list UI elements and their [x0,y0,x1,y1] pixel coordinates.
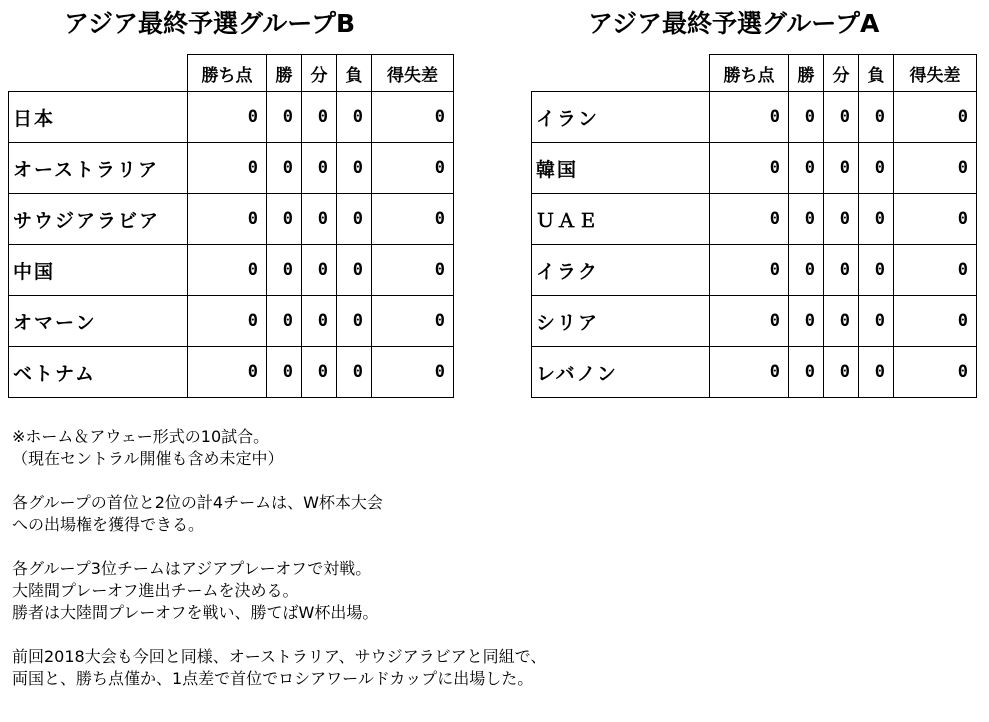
stat-cell-l: 0 [337,296,372,347]
stat-cell-d: 0 [302,194,337,245]
stat-cell-pts: 0 [188,92,267,143]
column-header: 勝ち点 [188,55,267,92]
stat-cell-d: 0 [302,92,337,143]
stat-cell-pts: 0 [710,143,789,194]
stat-cell-gd: 0 [894,347,977,398]
stat-cell-d: 0 [824,245,859,296]
stat-cell-gd: 0 [372,143,454,194]
column-header: 勝 [789,55,824,92]
stat-cell-pts: 0 [710,245,789,296]
table-row [532,347,977,398]
group-a-standings-table [531,54,977,398]
stat-cell-w: 0 [789,92,824,143]
column-header: 負 [859,55,894,92]
stat-cell-l: 0 [859,92,894,143]
stat-cell-gd: 0 [894,296,977,347]
stat-cell-pts: 0 [188,296,267,347]
stat-cell-pts: 0 [710,296,789,347]
stat-cell-gd: 0 [894,194,977,245]
table-row [532,92,977,143]
table-row [9,347,454,398]
table-row [9,92,454,143]
stat-cell-gd: 0 [372,296,454,347]
stat-cell-l: 0 [337,245,372,296]
table-row [9,245,454,296]
stat-cell-l: 0 [337,143,372,194]
team-name: 日本 [9,92,188,143]
empty-corner-cell [532,55,710,92]
stat-cell-l: 0 [859,296,894,347]
stat-cell-d: 0 [824,194,859,245]
stat-cell-l: 0 [859,347,894,398]
stat-cell-l: 0 [859,194,894,245]
stat-cell-pts: 0 [188,143,267,194]
note-line: （現在セントラル開催も含め未定中） [12,449,284,468]
table-row [9,143,454,194]
table-row [532,194,977,245]
stat-cell-l: 0 [859,245,894,296]
stat-cell-pts: 0 [710,194,789,245]
column-header: 勝ち点 [710,55,789,92]
group-a-title: アジア最終予選グループA [588,9,880,38]
team-name: 韓国 [532,143,710,194]
header-row [532,55,977,92]
stat-cell-l: 0 [337,194,372,245]
team-name: ベトナム [9,347,188,398]
note-line: 両国と、勝ち点僅か、1点差で首位でロシアワールドカップに出場した。 [12,669,534,688]
note-line: 前回2018大会も今回と同様、オーストラリア、サウジアラビアと同組で、 [12,647,547,666]
team-name: オマーン [9,296,188,347]
note-line: 各グループの首位と2位の計4チームは、W杯本大会 [12,493,383,512]
column-header: 負 [337,55,372,92]
stat-cell-d: 0 [824,92,859,143]
table-row [9,296,454,347]
note-line: ※ホーム＆アウェー形式の10試合。 [12,427,270,446]
column-header: 得失差 [894,55,977,92]
note-line: 各グループ3位チームはアジアプレーオフで対戦。 [12,559,372,578]
header-row [9,55,454,92]
stat-cell-w: 0 [267,347,302,398]
stat-cell-w: 0 [267,143,302,194]
column-header: 分 [302,55,337,92]
column-header: 得失差 [372,55,454,92]
stat-cell-d: 0 [824,143,859,194]
stat-cell-l: 0 [337,92,372,143]
stat-cell-w: 0 [789,347,824,398]
stat-cell-w: 0 [789,245,824,296]
stat-cell-pts: 0 [188,245,267,296]
stat-cell-d: 0 [824,347,859,398]
stat-cell-d: 0 [302,143,337,194]
stat-cell-gd: 0 [894,92,977,143]
team-name: イラン [532,92,710,143]
team-name: 中国 [9,245,188,296]
column-header: 勝 [267,55,302,92]
stat-cell-w: 0 [267,296,302,347]
stat-cell-w: 0 [267,245,302,296]
group-b-title: アジア最終予選グループB [64,9,356,38]
stat-cell-gd: 0 [372,347,454,398]
stat-cell-w: 0 [789,296,824,347]
table-row [532,143,977,194]
team-name: ＵＡＥ [532,194,710,245]
stat-cell-pts: 0 [710,347,789,398]
group-b-standings-table [8,54,454,398]
team-name: オーストラリア [9,143,188,194]
stat-cell-l: 0 [337,347,372,398]
stat-cell-d: 0 [302,296,337,347]
stat-cell-w: 0 [789,194,824,245]
team-name: レバノン [532,347,710,398]
stat-cell-gd: 0 [894,245,977,296]
stat-cell-gd: 0 [894,143,977,194]
stat-cell-w: 0 [789,143,824,194]
note-line: 勝者は大陸間プレーオフを戦い、勝てばW杯出場。 [12,603,379,622]
stat-cell-pts: 0 [188,347,267,398]
notes-section [12,426,972,690]
stat-cell-d: 0 [302,347,337,398]
column-header: 分 [824,55,859,92]
empty-corner-cell [9,55,188,92]
team-name: シリア [532,296,710,347]
table-row [9,194,454,245]
table-row [532,245,977,296]
note-line: 大陸間プレーオフ進出チームを決める。 [12,581,299,600]
stat-cell-gd: 0 [372,245,454,296]
stat-cell-pts: 0 [710,92,789,143]
stat-cell-gd: 0 [372,194,454,245]
stat-cell-d: 0 [302,245,337,296]
note-line: への出場権を獲得できる。 [12,515,205,534]
stat-cell-pts: 0 [188,194,267,245]
team-name: イラク [532,245,710,296]
stat-cell-l: 0 [859,143,894,194]
table-row [532,296,977,347]
stat-cell-d: 0 [824,296,859,347]
team-name: サウジアラビア [9,194,188,245]
stat-cell-w: 0 [267,194,302,245]
stat-cell-gd: 0 [372,92,454,143]
stat-cell-w: 0 [267,92,302,143]
